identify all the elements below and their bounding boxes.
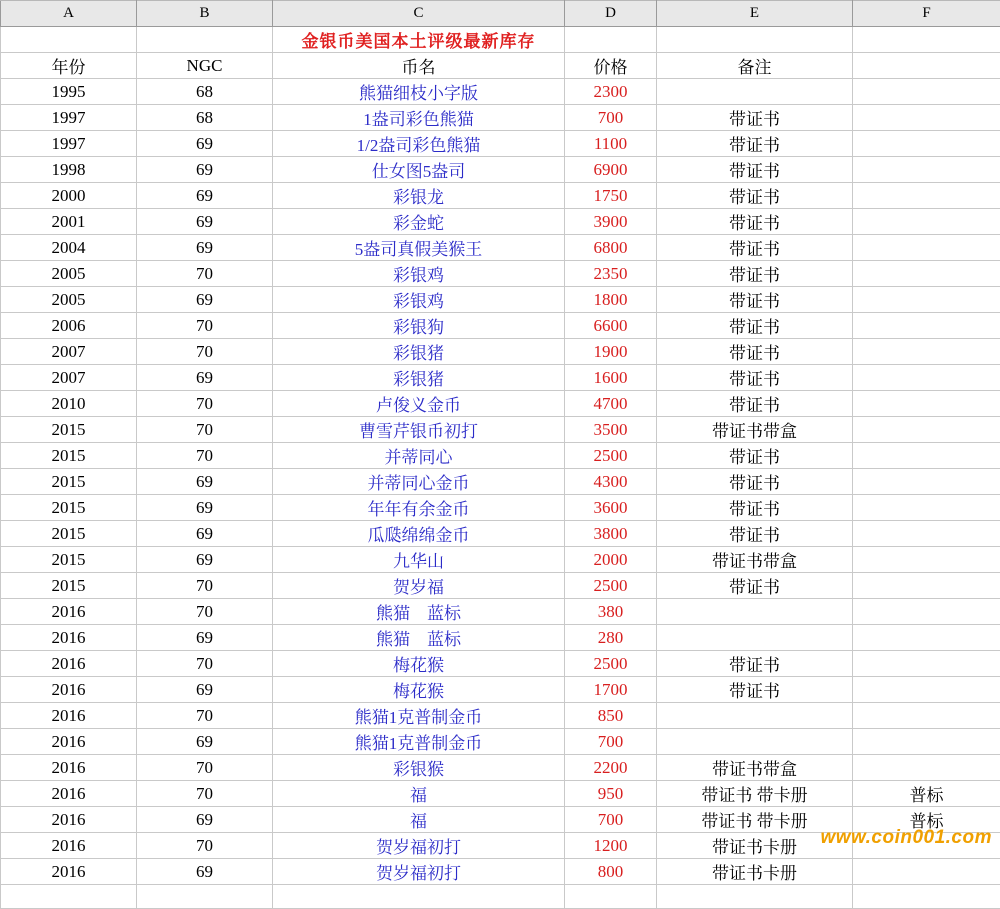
cell-price[interactable]: 3900 [565,209,657,235]
cell-note[interactable]: 带证书 [657,495,853,521]
cell-extra[interactable] [853,573,1000,599]
cell-year[interactable]: 2015 [1,469,137,495]
cell-year[interactable]: 2015 [1,521,137,547]
table-row [1,235,1000,261]
cell-year[interactable]: 2016 [1,755,137,781]
cell-price[interactable]: 3600 [565,495,657,521]
cell-year[interactable]: 2016 [1,729,137,755]
cell-note[interactable]: 带证书 带卡册 [657,807,853,833]
cell-extra[interactable] [853,261,1000,287]
cell-note[interactable]: 带证书 [657,105,853,131]
cell-grade[interactable]: 69 [137,495,273,521]
cell-year[interactable]: 2015 [1,547,137,573]
cell-extra[interactable] [853,313,1000,339]
cell-name[interactable]: 卢俊义金币 [273,391,565,417]
cell-year[interactable]: 2005 [1,261,137,287]
cell-price[interactable]: 6800 [565,235,657,261]
cell-d1[interactable] [565,27,657,53]
cell-year[interactable]: 2006 [1,313,137,339]
cell-grade[interactable]: 70 [137,573,273,599]
cell-extra[interactable] [853,131,1000,157]
cell-name[interactable]: 瓜瓞绵绵金币 [273,521,565,547]
cell-grade[interactable]: 69 [137,807,273,833]
cell-extra[interactable]: 普标 [853,781,1000,807]
cell-name[interactable]: 曹雪芹银币初打 [273,417,565,443]
cell-price[interactable]: 700 [565,105,657,131]
cell-extra[interactable] [853,105,1000,131]
cell-year[interactable]: 2016 [1,625,137,651]
cell-extra[interactable] [853,79,1000,105]
cell-price[interactable]: 1800 [565,287,657,313]
table-row [1,599,1000,625]
cell-name[interactable]: 年年有余金币 [273,495,565,521]
cell-extra[interactable] [853,391,1000,417]
cell-year[interactable]: 2015 [1,495,137,521]
cell-name[interactable]: 彩银猴 [273,755,565,781]
cell-year[interactable]: 2007 [1,365,137,391]
cell-extra[interactable] [853,833,1000,859]
cell-name[interactable]: 福 [273,781,565,807]
cell-extra[interactable] [853,599,1000,625]
cell-year[interactable]: 2016 [1,651,137,677]
cell-extra[interactable] [853,157,1000,183]
cell-empty[interactable] [273,885,565,909]
cell-note[interactable]: 带证书 [657,183,853,209]
cell-grade[interactable]: 70 [137,651,273,677]
table-row [1,105,1000,131]
table-row [1,79,1000,105]
column-header-f[interactable]: F [853,1,1000,27]
cell-extra[interactable] [853,235,1000,261]
cell-note[interactable]: 带证书 [657,391,853,417]
cell-price[interactable]: 700 [565,807,657,833]
cell-extra[interactable] [853,521,1000,547]
cell-price[interactable]: 2300 [565,79,657,105]
cell-price[interactable]: 380 [565,599,657,625]
cell-note[interactable] [657,625,853,651]
cell-grade[interactable]: 69 [137,365,273,391]
cell-grade[interactable]: 69 [137,547,273,573]
cell-name[interactable]: 彩银鸡 [273,287,565,313]
cell-note[interactable]: 带证书 [657,235,853,261]
table-row [1,859,1000,885]
table-row [1,547,1000,573]
column-header-d[interactable]: D [565,1,657,27]
cell-year[interactable]: 2016 [1,807,137,833]
cell-note[interactable]: 带证书 [657,313,853,339]
cell-year[interactable]: 2001 [1,209,137,235]
cell-price[interactable]: 1100 [565,131,657,157]
cell-note[interactable] [657,599,853,625]
cell-note[interactable] [657,703,853,729]
cell-year[interactable]: 2010 [1,391,137,417]
cell-name[interactable]: 熊猫1克普制金币 [273,729,565,755]
cell-empty[interactable] [137,885,273,909]
cell-name[interactable]: 贺岁福 [273,573,565,599]
table-row [1,651,1000,677]
cell-extra[interactable]: 普标 [853,807,1000,833]
table-row [1,781,1000,807]
cell-price[interactable]: 1700 [565,677,657,703]
cell-note[interactable]: 带证书 [657,651,853,677]
column-header-e[interactable]: E [657,1,853,27]
cell-note[interactable]: 带证书 [657,261,853,287]
cell-name[interactable]: 梅花猴 [273,677,565,703]
cell-price[interactable]: 1200 [565,833,657,859]
cell-year[interactable]: 2016 [1,833,137,859]
cell-price[interactable]: 6600 [565,313,657,339]
cell-price[interactable]: 700 [565,729,657,755]
cell-extra[interactable] [853,859,1000,885]
cell-name[interactable]: 熊猫1克普制金币 [273,703,565,729]
cell-name[interactable]: 彩银猪 [273,339,565,365]
cell-year[interactable]: 1998 [1,157,137,183]
cell-year[interactable]: 1995 [1,79,137,105]
cell-name[interactable]: 梅花猴 [273,651,565,677]
cell-year[interactable]: 2007 [1,339,137,365]
cell-year[interactable]: 2015 [1,573,137,599]
cell-grade[interactable]: 70 [137,443,273,469]
table-row [1,703,1000,729]
cell-grade[interactable]: 69 [137,157,273,183]
cell-note[interactable]: 带证书 [657,521,853,547]
cell-extra[interactable] [853,729,1000,755]
table-row [1,157,1000,183]
cell-name[interactable]: 熊猫 蓝标 [273,599,565,625]
cell-grade[interactable]: 69 [137,209,273,235]
table-row [1,287,1000,313]
cell-name[interactable]: 彩金蛇 [273,209,565,235]
cell-grade[interactable]: 69 [137,625,273,651]
cell-price[interactable]: 4300 [565,469,657,495]
cell-year[interactable]: 2004 [1,235,137,261]
cell-name[interactable]: 仕女图5盎司 [273,157,565,183]
table-row [1,807,1000,833]
cell-price[interactable]: 6900 [565,157,657,183]
cell-price[interactable]: 1600 [565,365,657,391]
column-header-a[interactable]: A [1,1,137,27]
cell-grade[interactable]: 70 [137,599,273,625]
title-row [1,27,1000,53]
cell-note[interactable]: 带证书 [657,131,853,157]
spreadsheet-body [1,27,1000,909]
cell-note[interactable] [657,79,853,105]
cell-extra[interactable] [853,209,1000,235]
table-row [1,417,1000,443]
table-row [1,339,1000,365]
cell-name[interactable]: 1盎司彩色熊猫 [273,105,565,131]
cell-extra[interactable] [853,339,1000,365]
cell-note[interactable]: 带证书带盒 [657,755,853,781]
cell-note[interactable]: 带证书 [657,677,853,703]
cell-price[interactable]: 280 [565,625,657,651]
cell-grade[interactable]: 69 [137,521,273,547]
column-header-row [1,1,1000,27]
cell-name[interactable]: 彩银猪 [273,365,565,391]
table-row [1,625,1000,651]
cell-note[interactable]: 带证书 [657,287,853,313]
table-row [1,209,1000,235]
cell-extra[interactable] [853,183,1000,209]
cell-empty[interactable] [565,885,657,909]
cell-price[interactable]: 950 [565,781,657,807]
cell-name[interactable]: 熊猫细枝小字版 [273,79,565,105]
cell-year[interactable]: 2016 [1,677,137,703]
cell-year[interactable]: 1997 [1,105,137,131]
header-year[interactable]: 年份 [1,53,137,79]
cell-name[interactable]: 福 [273,807,565,833]
header-grade[interactable]: NGC [137,53,273,79]
sheet-title[interactable]: 金银币美国本土评级最新库存 [273,27,565,53]
cell-extra[interactable] [853,547,1000,573]
table-row [1,261,1000,287]
cell-note[interactable]: 带证书 [657,209,853,235]
cell-extra[interactable] [853,755,1000,781]
cell-extra[interactable] [853,703,1000,729]
table-row [1,521,1000,547]
cell-grade[interactable]: 69 [137,729,273,755]
cell-year[interactable]: 2000 [1,183,137,209]
cell-name[interactable]: 并蒂同心 [273,443,565,469]
column-header-b[interactable]: B [137,1,273,27]
cell-note[interactable]: 带证书 [657,157,853,183]
cell-extra[interactable] [853,651,1000,677]
cell-year[interactable]: 2016 [1,703,137,729]
cell-grade[interactable]: 69 [137,287,273,313]
table-row [1,677,1000,703]
cell-name[interactable]: 1/2盎司彩色熊猫 [273,131,565,157]
cell-note[interactable]: 带证书 带卡册 [657,781,853,807]
cell-name[interactable]: 彩银鸡 [273,261,565,287]
cell-price[interactable]: 2200 [565,755,657,781]
table-row [1,573,1000,599]
table-row [1,755,1000,781]
cell-year[interactable]: 2016 [1,781,137,807]
cell-extra[interactable] [853,469,1000,495]
cell-name[interactable]: 九华山 [273,547,565,573]
cell-year[interactable]: 2016 [1,859,137,885]
cell-a1[interactable] [1,27,137,53]
site-watermark: www.coin001.com [820,827,992,849]
table-header-row [1,53,1000,79]
cell-price[interactable]: 4700 [565,391,657,417]
cell-grade[interactable]: 69 [137,469,273,495]
cell-year[interactable]: 2016 [1,599,137,625]
table-row [1,313,1000,339]
cell-price[interactable]: 1750 [565,183,657,209]
cell-grade[interactable]: 69 [137,183,273,209]
cell-extra[interactable] [853,365,1000,391]
cell-extra[interactable] [853,417,1000,443]
cell-year[interactable]: 2015 [1,443,137,469]
table-row [1,495,1000,521]
header-price[interactable]: 价格 [565,53,657,79]
cell-note[interactable]: 带证书 [657,573,853,599]
cell-note[interactable]: 带证书带盒 [657,547,853,573]
table-row [1,833,1000,859]
cell-note[interactable]: 带证书 [657,339,853,365]
table-row [1,183,1000,209]
cell-note[interactable]: 带证书 [657,469,853,495]
cell-grade[interactable]: 70 [137,755,273,781]
cell-grade[interactable]: 70 [137,703,273,729]
cell-note[interactable]: 带证书 [657,365,853,391]
cell-b1[interactable] [137,27,273,53]
cell-name[interactable]: 熊猫 蓝标 [273,625,565,651]
cell-extra[interactable] [853,443,1000,469]
cell-name[interactable]: 贺岁福初打 [273,859,565,885]
cell-name[interactable]: 5盎司真假美猴王 [273,235,565,261]
cell-grade[interactable]: 68 [137,105,273,131]
cell-price[interactable]: 3500 [565,417,657,443]
cell-e1[interactable] [657,27,853,53]
cell-grade[interactable]: 69 [137,131,273,157]
cell-empty[interactable] [853,885,1000,909]
cell-grade[interactable]: 70 [137,417,273,443]
cell-grade[interactable]: 70 [137,833,273,859]
cell-note[interactable]: 带证书卡册 [657,859,853,885]
table-row [1,391,1000,417]
cell-name[interactable]: 彩银狗 [273,313,565,339]
cell-note[interactable]: 带证书卡册 [657,833,853,859]
cell-year[interactable]: 1997 [1,131,137,157]
cell-empty[interactable] [1,885,137,909]
cell-year[interactable]: 2015 [1,417,137,443]
table-row [1,729,1000,755]
cell-price[interactable]: 2000 [565,547,657,573]
cell-price[interactable]: 2500 [565,651,657,677]
cell-name[interactable]: 并蒂同心金币 [273,469,565,495]
cell-name[interactable]: 贺岁福初打 [273,833,565,859]
cell-extra[interactable] [853,677,1000,703]
cell-grade[interactable]: 69 [137,677,273,703]
cell-extra[interactable] [853,287,1000,313]
cell-grade[interactable]: 70 [137,391,273,417]
table-row [1,885,1000,909]
cell-extra[interactable] [853,625,1000,651]
cell-price[interactable]: 2500 [565,573,657,599]
cell-year[interactable]: 2005 [1,287,137,313]
cell-note[interactable]: 带证书带盒 [657,417,853,443]
cell-name[interactable]: 彩银龙 [273,183,565,209]
table-row [1,131,1000,157]
table-row [1,365,1000,391]
cell-note[interactable] [657,729,853,755]
cell-price[interactable]: 850 [565,703,657,729]
cell-grade[interactable]: 69 [137,235,273,261]
header-extra[interactable] [853,53,1000,79]
cell-grade[interactable]: 70 [137,339,273,365]
cell-price[interactable]: 3800 [565,521,657,547]
table-row [1,469,1000,495]
table-row [1,443,1000,469]
cell-price[interactable]: 2350 [565,261,657,287]
cell-grade[interactable]: 69 [137,859,273,885]
cell-grade[interactable]: 68 [137,79,273,105]
cell-grade[interactable]: 70 [137,261,273,287]
cell-price[interactable]: 2500 [565,443,657,469]
header-note[interactable]: 备注 [657,53,853,79]
cell-extra[interactable] [853,495,1000,521]
cell-grade[interactable]: 70 [137,781,273,807]
header-name[interactable]: 币名 [273,53,565,79]
cell-f1[interactable] [853,27,1000,53]
cell-grade[interactable]: 70 [137,313,273,339]
cell-price[interactable]: 800 [565,859,657,885]
cell-price[interactable]: 1900 [565,339,657,365]
cell-empty[interactable] [657,885,853,909]
column-header-c[interactable]: C [273,1,565,27]
cell-note[interactable]: 带证书 [657,443,853,469]
